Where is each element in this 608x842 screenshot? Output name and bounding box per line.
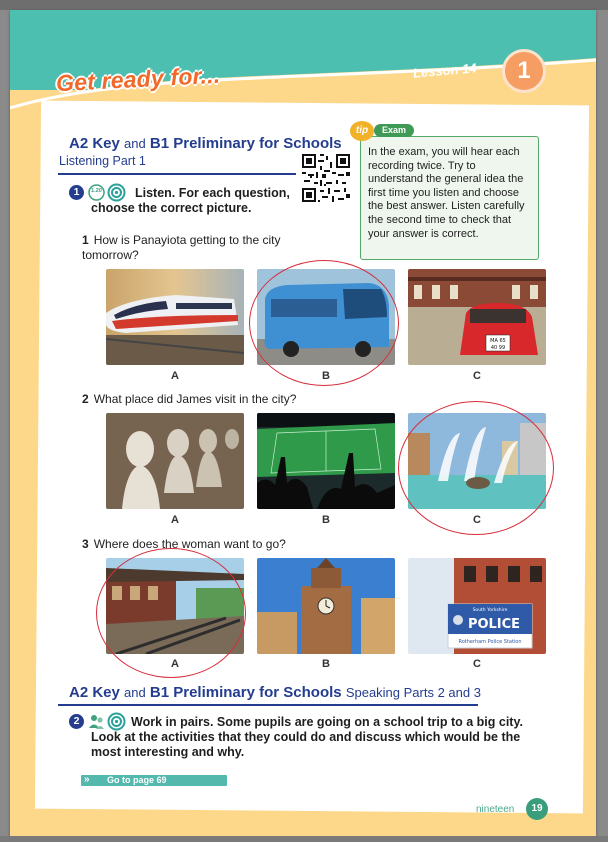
police-sign-line-3: Rotherham Police Station — [458, 639, 522, 645]
police-sign-line-2: POLICE — [467, 617, 521, 632]
option-2b-letter: B — [322, 514, 330, 526]
option-1c-letter: C — [473, 370, 481, 382]
and-word: and — [124, 136, 146, 151]
question-1 — [82, 233, 322, 263]
section-title-listening — [69, 135, 342, 152]
exercise-number-1: 1 — [69, 185, 84, 200]
question-2-number: 2 — [82, 392, 89, 406]
window-bottom-strip — [0, 836, 608, 842]
exercise-number-2: 2 — [69, 714, 84, 729]
section-subtitle: Speaking Parts 2 and 3 — [345, 685, 481, 700]
question-1-text: How is Panayiota getting to the city tomorrow? — [82, 233, 281, 262]
tip-text: In the exam, you will hear each recording twice. Try to understand the general idea the first time you listen and choose the best answer. Listen carefully the second time to check that your answer is correct. — [368, 146, 525, 240]
answer-ring-q2 — [398, 401, 554, 535]
police-sign-line-1: South Yorkshire — [472, 608, 508, 613]
exam-name-b1: B1 Preliminary for Schools — [149, 684, 342, 701]
option-3c-letter: C — [473, 658, 481, 670]
exam-name-a2: A2 Key — [69, 684, 120, 701]
option-3c-police-photo[interactable] — [408, 558, 546, 654]
option-1c-car-photo[interactable] — [408, 269, 546, 365]
go-to-page-link[interactable]: Go to page 69 — [81, 775, 227, 786]
option-3b-clocktower-photo[interactable] — [257, 558, 395, 654]
exam-name-b1: B1 Preliminary for Schools — [149, 135, 342, 152]
option-1a-letter: A — [171, 370, 179, 382]
option-1a-train-photo[interactable] — [106, 269, 244, 365]
and-word: and — [124, 685, 146, 700]
plate-line-1: MA 65 — [490, 338, 506, 344]
page-number-badge: 19 — [526, 798, 548, 820]
audio-track-number: 1.20 — [91, 188, 102, 194]
question-3 — [82, 537, 382, 552]
window-top-bar — [0, 0, 608, 10]
question-2 — [82, 392, 382, 407]
option-1b-letter: B — [322, 370, 330, 382]
option-2a-letter: A — [171, 514, 179, 526]
question-3-text: Where does the woman want to go? — [93, 537, 286, 551]
question-1-number: 1 — [82, 233, 89, 247]
exam-name-a2: A2 Key — [69, 135, 120, 152]
section-title-speaking — [69, 684, 481, 701]
section-rule — [58, 173, 296, 175]
answer-ring-q1 — [249, 260, 399, 386]
plate-line-2: 40 99 — [490, 345, 506, 351]
qr-code[interactable] — [300, 152, 352, 204]
option-3b-letter: B — [322, 658, 330, 670]
page-title: Get ready for... — [55, 61, 221, 97]
option-2b-stadium-photo[interactable] — [257, 413, 395, 509]
option-3a-letter: A — [171, 658, 179, 670]
question-2-text: What place did James visit in the city? — [93, 392, 297, 406]
answer-ring-q3 — [96, 548, 246, 678]
exam-tag: Exam — [374, 124, 414, 137]
exercise-1-instruction: Listen. For each question, choose the correct picture. — [91, 186, 290, 215]
page-number-word: nineteen — [476, 804, 515, 815]
double-chevron-icon: » — [84, 774, 90, 785]
question-3-number: 3 — [82, 537, 89, 551]
option-2a-statues-photo[interactable] — [106, 413, 244, 509]
option-2c-letter: C — [473, 514, 481, 526]
unit-badge: 1 — [502, 49, 546, 93]
section-subtitle: Listening Part 1 — [59, 154, 146, 168]
exercise-2-instruction: Work in pairs. Some pupils are going on a school trip to a big city. Look at the activities that they could do and discuss which would be the most interesting and why. — [91, 715, 523, 759]
lesson-label: Lesson 14 — [412, 60, 478, 81]
tip-tag: tip — [350, 121, 374, 141]
section-rule — [58, 704, 478, 706]
